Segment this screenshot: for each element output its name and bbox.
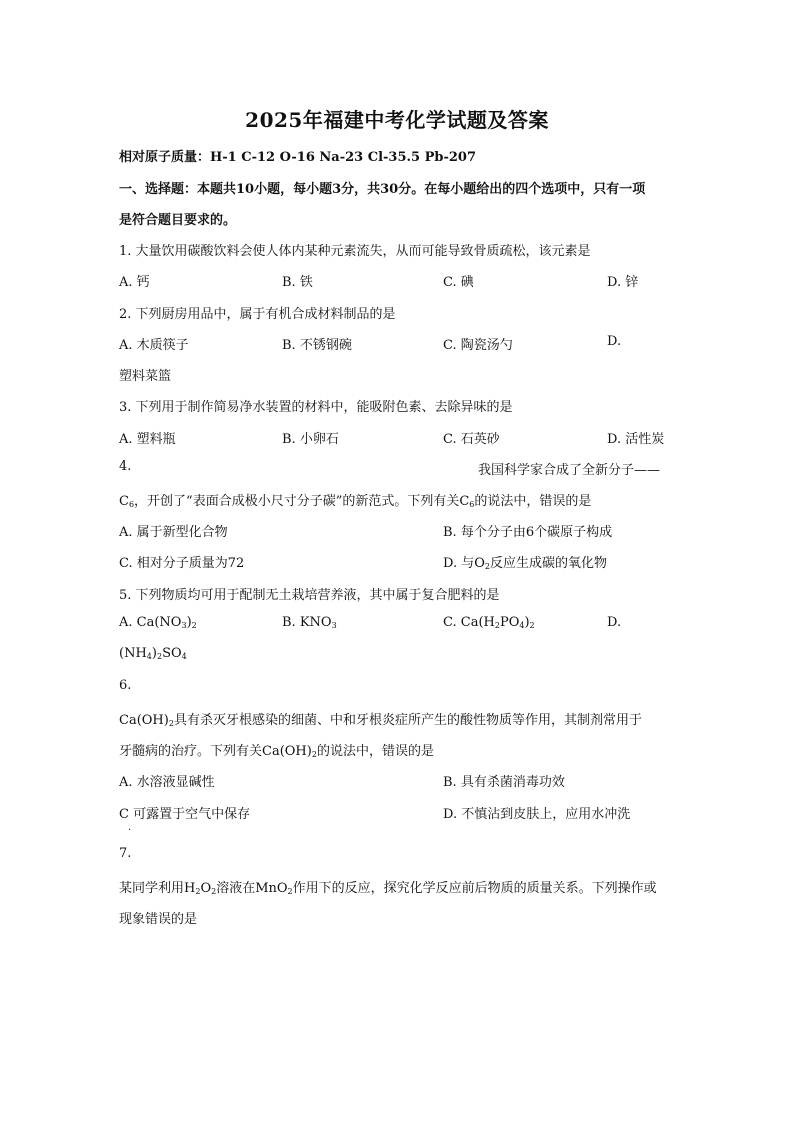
q5-option-c: C. $Ca(H_2PO_4)_2$: [443, 615, 535, 630]
q6-option-c-dot: .: [128, 822, 132, 833]
q6-number: 6.: [119, 678, 132, 693]
q5-stem: 5. 下列物质均可用于配制无土栽培营养液，其中属于复合肥料的是: [119, 588, 500, 603]
q2-option-d: D.: [607, 334, 622, 349]
q3-stem: 3. 下列用于制作简易净水装置的材料中，能吸附色素、去除异味的是: [119, 400, 513, 415]
q7-number: 7.: [119, 846, 132, 861]
q4-stem-right: 我国科学家合成了全新分子——: [478, 463, 661, 478]
q4-option-d: D. 与$O_2$反应生成碳的氧化物: [443, 556, 607, 571]
q4-option-c: C. 相对分子质量为72: [119, 556, 245, 571]
q3-option-d: D. 活性炭: [607, 432, 665, 447]
page-title: 2025年福建中考化学试题及答案: [245, 108, 549, 132]
section-heading-line1: 一、选择题：本题共10小题，每小题3分，共30分。在每小题给出的四个选项中，只有一项: [119, 182, 646, 197]
q6-option-b: B. 具有杀菌消毒功效: [443, 775, 565, 790]
q7-stem-line2: 现象错误的是: [119, 912, 198, 927]
q5-option-b: B. $KNO_3$: [282, 615, 337, 630]
q6-option-d: D. 不慎沾到皮肤上，应用水冲洗: [443, 807, 631, 822]
q2-stem: 2. 下列厨房用品中，属于有机合成材料制品的是: [119, 307, 396, 322]
q2-option-d-text: 塑料菜篮: [119, 369, 172, 384]
q3-option-b: B. 小卵石: [282, 432, 339, 447]
q1-option-a: A. 钙: [119, 275, 150, 290]
q1-option-c: C. 碘: [443, 275, 474, 290]
q5-option-d: D.: [607, 615, 622, 630]
q6-option-a: A. 水溶液显碱性: [119, 775, 215, 790]
q2-option-a: A. 木质筷子: [119, 338, 189, 353]
q4-number: 4.: [119, 459, 132, 474]
q3-option-a: A. 塑料瓶: [119, 432, 176, 447]
q4-option-a: A. 属于新型化合物: [119, 525, 228, 540]
q6-stem-line1: $Ca(OH)_2$具有杀灭牙根感染的细菌、中和牙根炎症所产生的酸性物质等作用，其制剂常用于: [119, 713, 642, 728]
q1-option-d: D. 锌: [607, 275, 639, 290]
q7-stem-line1: 某同学利用$H_2O_2$溶液在MnO$_2$作用下的反应，探究化学反应前后物质的质量关系。下列操作或: [119, 881, 657, 896]
q1-option-b: B. 铁: [282, 275, 313, 290]
q6-stem-line2: 牙髓病的治疗。下列有关$Ca(OH)_2$的说法中，错误的是: [119, 744, 434, 759]
q2-option-c: C. 陶瓷汤勺: [443, 338, 513, 353]
q1-stem: 1. 大量饮用碳酸饮料会使人体内某种元素流失，从而可能导致骨质疏松，该元素是: [119, 244, 591, 259]
q4-stem: $C_6$，开创了“表面合成极小尺寸分子碳”的新范式。下列有关$C_6$的说法中，错误的是: [119, 494, 592, 509]
q2-option-b: B. 不锈钢碗: [282, 338, 352, 353]
section-heading-line2: 是符合题目要求的。: [119, 213, 237, 228]
q6-option-c: C 可露置于空气中保存: [119, 807, 251, 822]
q5-option-d-text: $(NH_4)_2SO_4$: [119, 646, 187, 661]
q4-option-b: B. 每个分子由6个碳原子构成: [443, 525, 613, 540]
q3-option-c: C. 石英砂: [443, 432, 500, 447]
q5-option-a: A. $Ca(NO_3)_2$: [119, 615, 197, 630]
atomic-mass-line: 相对原子质量：H-1 C-12 O-16 Na-23 Cl-35.5 Pb-207: [119, 150, 477, 165]
